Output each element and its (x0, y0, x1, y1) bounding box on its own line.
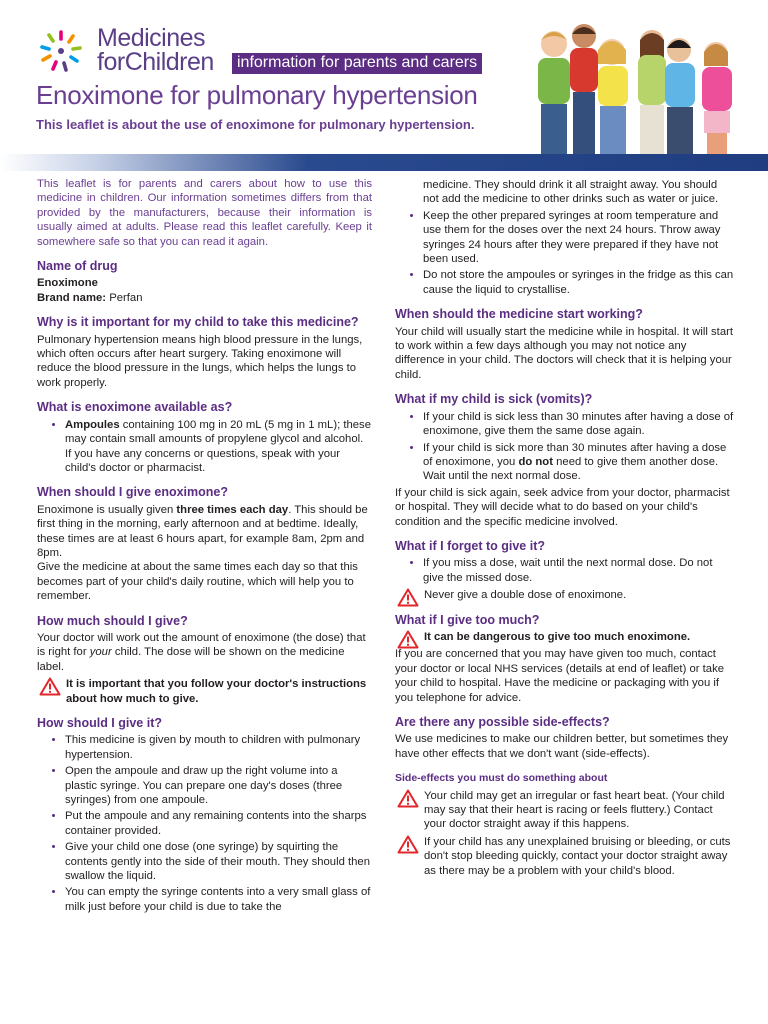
warning-bruising (395, 835, 735, 878)
sick-after-text: If your child is sick again, seek advice from your doctor, pharmacist or hospital. They will decide what to do based on your child's condition and the specific medicine involved. (395, 486, 730, 528)
page-title: Enoximone for pulmonary hypertension (36, 80, 478, 110)
heading-forget: What if I forget to give it? (395, 538, 545, 553)
warning-text: It is important that you follow your doctor's instructions about how much to give. (66, 678, 367, 705)
forget-list (395, 556, 735, 585)
text-run: need to give them another dose. Wait until the next normal dose. (423, 455, 719, 483)
left-column (37, 177, 372, 916)
medicines-for-children-logo (38, 24, 228, 80)
item-text: containing 100 mg in 20 mL (5 mg in 1 mL); these may contain small amounts of propylene glycol and alcohol. If you have any concerns or questions, speak with your child's doctor or pharmacist. (65, 418, 371, 474)
how-much-text (37, 631, 372, 674)
list-item: • Give your child one dose (one syringe) by squirting the contents gently into the side of their mouth. They should then swallow the liquid. (65, 840, 372, 883)
list-item: • Do not store the ampoules or syringes in the fridge as this can cause the liquid to crystallise. (423, 268, 735, 297)
text-run: If your child is sick more than 30 minutes after having a dose of enoximone, you (423, 441, 727, 468)
warning-text: If your child has any unexplained bruising or bleeding, or cuts don't stop bleeding quickly, contact your doctor straight away as there may be a problem with your child's blood. (424, 835, 731, 877)
heading-available-as: What is enoximone available as? (37, 400, 233, 415)
brand-name-value: Perfan (106, 291, 143, 304)
when-give-p1 (37, 503, 372, 561)
children-photo (524, 18, 750, 154)
list-item: • If your child is sick less than 30 minutes after having a dose of enoximone, give them the same dose again. (423, 410, 735, 439)
warning-too-much (395, 630, 735, 644)
text-bold: do not (518, 455, 553, 468)
text-run: Enoximone is usually given (37, 503, 177, 516)
warning-triangle-icon (39, 677, 61, 696)
list-item: • Put the ampoule and any remaining contents into the sharps container provided. (65, 809, 372, 838)
warning-follow-doctor (37, 677, 372, 706)
list-item (65, 418, 372, 476)
when-give-p2: Give the medicine at about the same times each day so that this becomes part of your child's daily routine, which will help you to remember. (37, 561, 358, 603)
warning-text: Your child may get an irregular or fast heart beat. (Your child may say that their heart is racing or feels fluttery.) Contact your doctor straight away if this happens. (424, 789, 725, 831)
list-item: • If you miss a dose, wait until the next normal dose. Do not give the missed dose. (423, 556, 735, 585)
warning-triangle-icon (397, 835, 419, 854)
warning-triangle-icon (397, 588, 419, 607)
logo-burst-icon (38, 28, 84, 74)
heading-side-effects: Are there any possible side-effects? (395, 715, 610, 729)
subheading-side-effects-action: Side-effects you must do something about (395, 772, 608, 785)
list-item: • You can empty the syringe contents into a very small glass of milk just before your child is due to take the (65, 885, 372, 914)
sick-list (395, 410, 735, 484)
how-give-list-continued (395, 209, 735, 297)
start-working-text: Your child will usually start the medicine while in hospital. It will start to work within a few days although you may not notice any difference in your child. The doctors will check that it is helping your child. (395, 325, 734, 381)
list-item (423, 441, 735, 484)
list-item: • Keep the other prepared syringes at room temperature and use them for the doses over the next 24 hours. Throw away syringes 24 hours after they were prepared if they have not been used. (423, 209, 735, 267)
heading-how-much: How much should I give? (37, 613, 188, 628)
tagline-banner: information for parents and carers (232, 53, 482, 74)
warning-heart-beat (395, 789, 735, 832)
heading-when-give: When should I give enoximone? (37, 485, 228, 500)
list-item: • This medicine is given by mouth to children with pulmonary hypertension. (65, 733, 372, 762)
text-run: . This should be first thing in the morning, early afternoon and at bedtime. Ideally, these times are at least 6 hours apart, for example 8am, 2pm and 8pm. (37, 503, 368, 559)
heading-sick: What if my child is sick (vomits)? (395, 392, 593, 407)
heading-name-of-drug: Name of drug (37, 259, 118, 274)
logo-for: for (97, 48, 125, 76)
heading-how-give: How should I give it? (37, 716, 162, 730)
warning-text: Never give a double dose of enoximone. (424, 589, 627, 602)
drug-name: Enoximone (37, 277, 98, 290)
heading-too-much: What if I give too much? (395, 612, 540, 627)
heading-start-working: When should the medicine start working? (395, 307, 643, 322)
warning-triangle-icon (397, 789, 419, 808)
intro-paragraph: This leaflet is for parents and carers about how to use this medicine in children. Our information sometimes differs from that provided by the manufacturers, because their information is usually aimed at adults. Please read this leaflet carefully. Keep it somewhere safe so that you can read it again. (37, 178, 372, 248)
too-much-text: If you are concerned that you may have given too much, contact your doctor or local NHS services (details at end of leaflet) or take your child to hospital. Have the medicine or packaging with you if you telephone for advice. (395, 648, 725, 704)
text-run: Your doctor will work out the amount of enoximone (the dose) that is right for (37, 631, 366, 659)
text-bold: three times each day (176, 503, 289, 516)
heading-why-important: Why is it important for my child to take this medicine? (37, 315, 359, 330)
available-list (37, 418, 372, 476)
logo-children: Children (124, 48, 214, 76)
text-run: child. The dose will be shown on the medicine label. (37, 646, 345, 673)
warning-double-dose (395, 588, 735, 602)
item-bold-text: Ampoules (65, 418, 120, 431)
brand-name-label: Brand name: (37, 291, 107, 304)
list-item: • Open the ampoule and draw up the right volume into a plastic syringe. You can prepare one day's doses (three syringes) from one ampoule. (65, 764, 372, 807)
why-text: Pulmonary hypertension means high blood pressure in the lungs, which often occurs after heart surgery. Taking enoximone will reduce the blood pressure in the lungs, which helps the lungs to work properly. (37, 333, 363, 389)
page-subtitle: This leaflet is about the use of enoximone for pulmonary hypertension. (36, 117, 475, 132)
warning-triangle-icon (397, 630, 419, 649)
header-divider-band (0, 154, 768, 171)
warning-text: It can be dangerous to give too much enoximone. (424, 630, 691, 643)
how-give-list (37, 733, 372, 914)
right-column (395, 178, 735, 881)
side-effects-text: We use medicines to make our children better, but sometimes they have other effects that we don't want (side-effects). (395, 733, 729, 760)
text-emphasis: your (89, 646, 112, 659)
logo-line1: Medicines (97, 24, 206, 52)
logo-wordmark (97, 26, 214, 74)
how-give-continued: medicine. They should drink it all straight away. You should not add the medicine to other drinks such as water or juice. (423, 179, 719, 206)
